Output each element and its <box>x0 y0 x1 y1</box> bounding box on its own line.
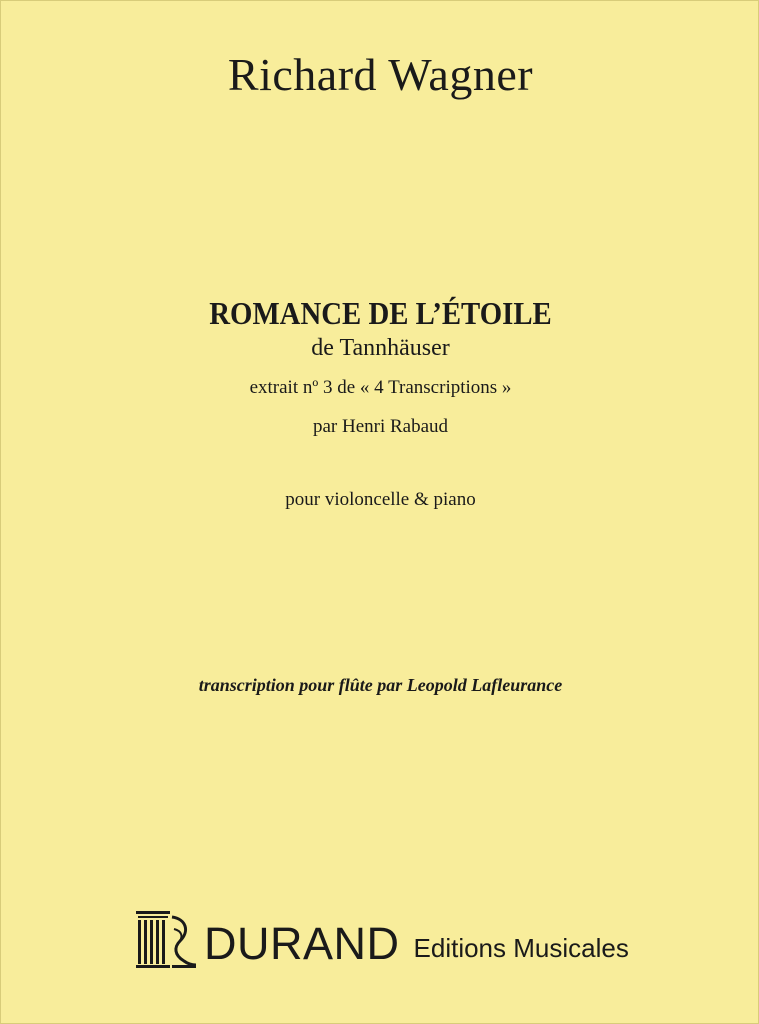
publisher-name: DURAND <box>204 918 400 969</box>
composer-name: Richard Wagner <box>227 49 534 100</box>
transcription-credit: transcription pour flûte par Leopold Lafleurance <box>198 675 563 695</box>
arranger-credit: par Henri Rabaud <box>312 416 449 437</box>
work-title: ROMANCE DE L’ÉTOILE <box>209 295 552 331</box>
publisher-subtitle: Editions Musicales <box>413 933 629 963</box>
publisher-block <box>134 909 629 971</box>
extract-note: extrait nº 3 de « 4 Transcriptions » <box>249 377 512 398</box>
work-subtitle: de Tannhäuser <box>311 335 450 361</box>
durand-lyre-logo-icon <box>134 909 198 971</box>
instrumentation: pour violoncelle & piano <box>285 489 476 510</box>
